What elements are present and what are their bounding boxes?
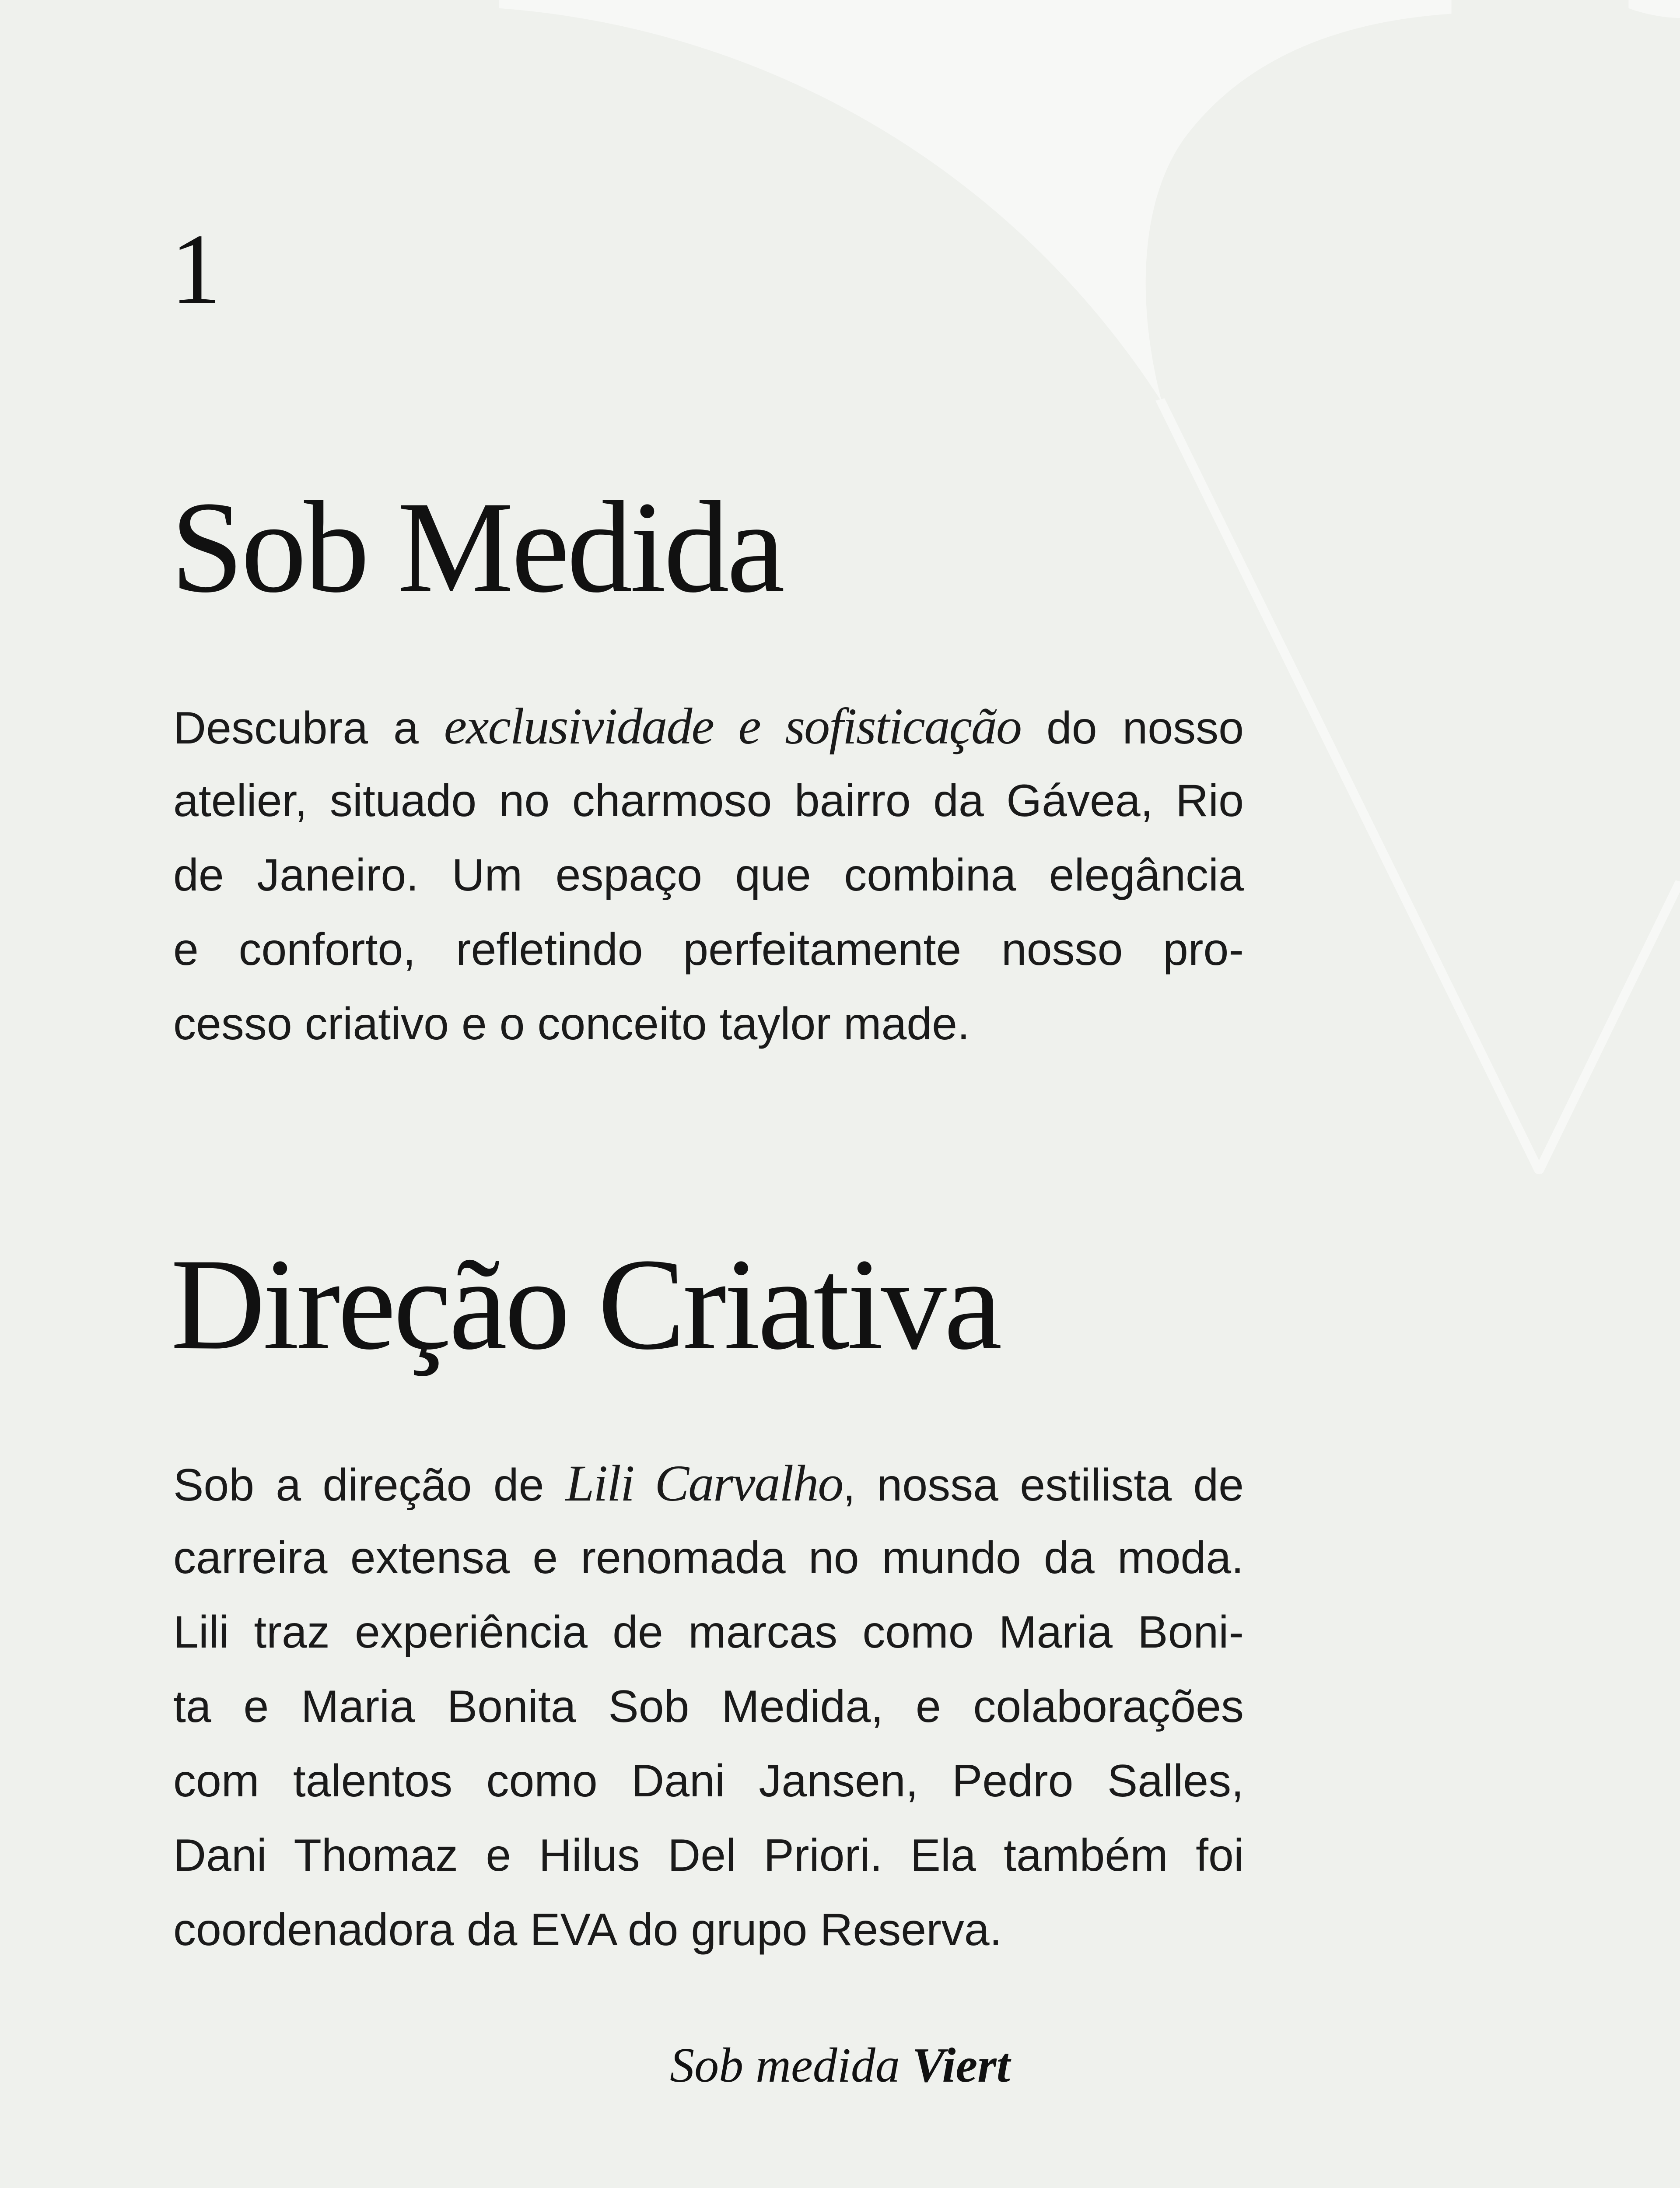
emphasis-text: exclusividade e sofisticação [444, 698, 1021, 755]
text-line: e conforto, refletindo perfeitamente nosso pro- [173, 924, 1244, 975]
page-number: 1 [171, 213, 221, 325]
text: do nosso [1021, 703, 1244, 754]
text-line: Lili traz experiência de marcas como Maria Boni- [173, 1607, 1244, 1658]
text: Descubra a [173, 703, 444, 754]
section-body-direcao-criativa [173, 1446, 1244, 1967]
section-body-sob-medida [173, 689, 1244, 1061]
text-line: carreira extensa e renomada no mundo da moda. [173, 1532, 1244, 1583]
section-title-sob-medida: Sob Medida [171, 474, 783, 620]
text-line: cesso criativo e o conceito taylor made. [173, 999, 970, 1049]
footer-brand [0, 2037, 1680, 2094]
text-line: atelier, situado no charmoso bairro da Gávea, Rio [173, 775, 1244, 826]
text-line: com talentos como Dani Jansen, Pedro Salles, [173, 1756, 1244, 1806]
text-line [173, 689, 1244, 764]
text: Sob a direção de [173, 1460, 566, 1511]
text-line [173, 1446, 1244, 1521]
footer-prefix: Sob medida [670, 2038, 900, 2093]
text-line: de Janeiro. Um espaço que combina elegância [173, 850, 1244, 901]
section-title-direcao-criativa: Direção Criativa [171, 1231, 1000, 1377]
text-line: coordenadora da EVA do grupo Reserva. [173, 1904, 1002, 1955]
text-line: ta e Maria Bonita Sob Medida, e colaborações [173, 1681, 1244, 1732]
emphasis-text: Lili Carvalho [565, 1455, 843, 1512]
page-content [0, 213, 1680, 2094]
brand-name: Viert [912, 2038, 1010, 2093]
text-line: Dani Thomaz e Hilus Del Priori. Ela também foi [173, 1830, 1244, 1881]
text: , nossa estilista de [843, 1460, 1244, 1511]
